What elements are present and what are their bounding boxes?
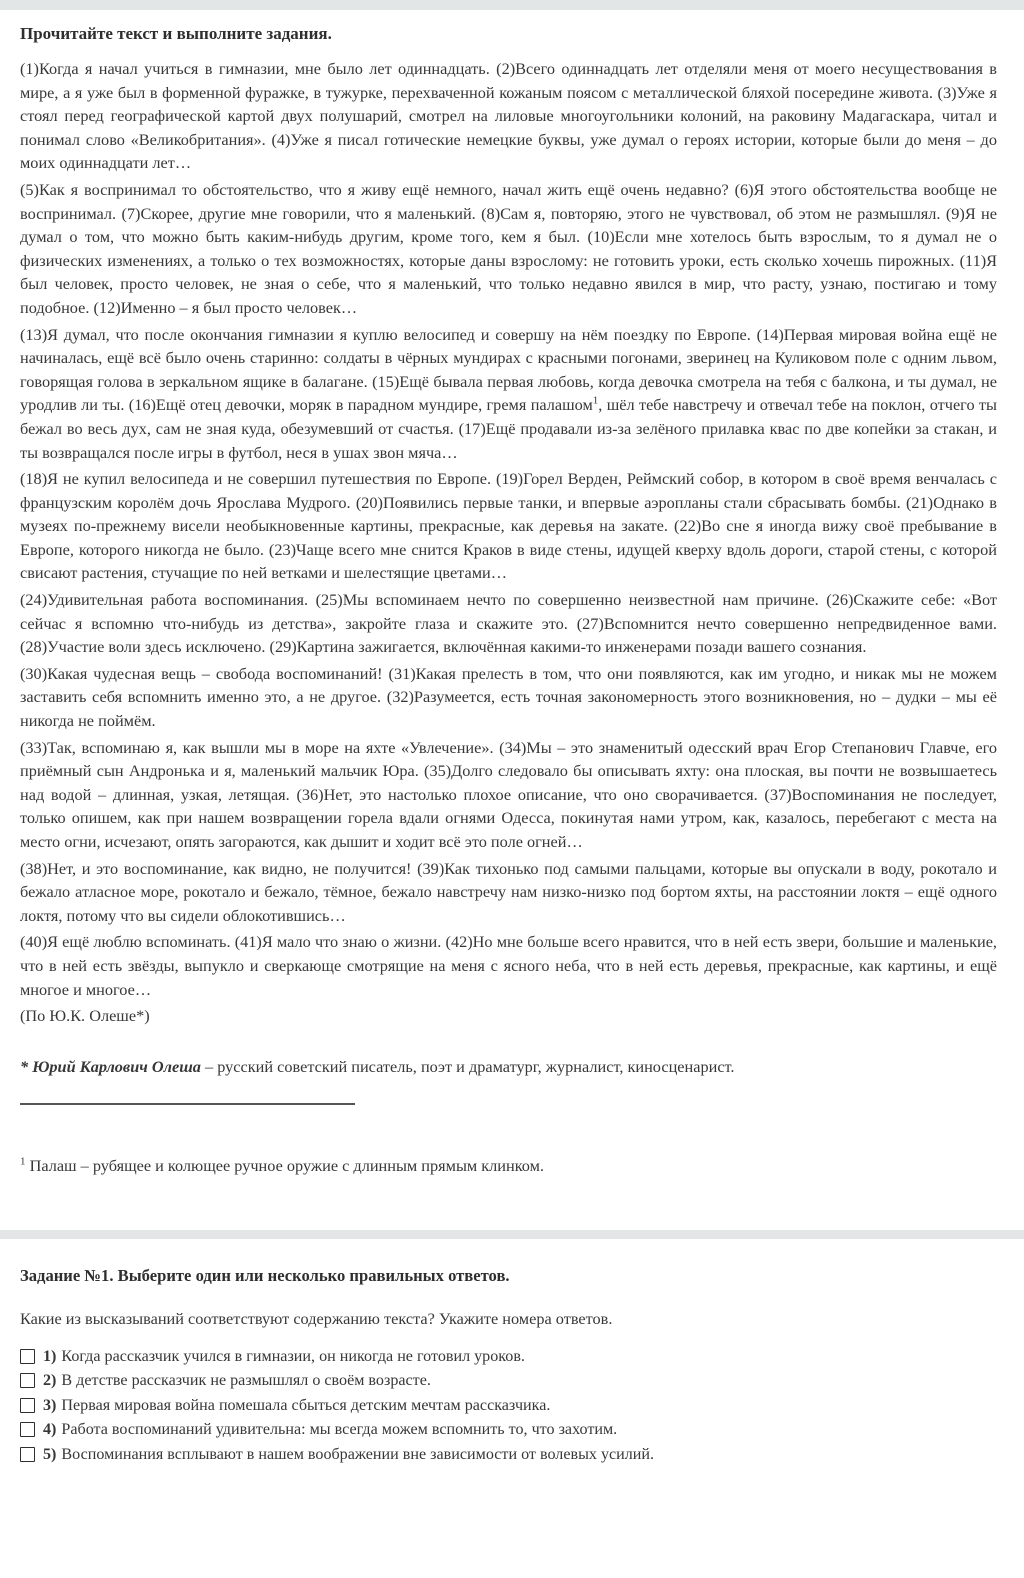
answer-option-1 — [20, 1347, 997, 1367]
option-number: 1) — [43, 1347, 57, 1365]
footnote — [20, 1154, 997, 1177]
task-heading: Задание №1. Выберите один или несколько правильных ответов. — [20, 1265, 510, 1285]
footnote-divider — [20, 1103, 355, 1105]
checkbox-option-3[interactable] — [20, 1398, 35, 1413]
paragraph-segment: (13)Я думал, что после окончания гимназии я куплю велосипед и совершу на нём поездку по Европе. (14)Первая мировая война ещё не начиналась, ещё всё было очень старинно: солдаты в чёрных мундирах с красными погонами, зверинец на Куликовом поле с одним львом, говорящая голова в зеркальном ящике в балагане. (15)Ещё бывала первая любовь, когда девочка смотрела на тебя с балкона, и ты думал, не уродлив ли ты. (16)Ещё отец девочки, моряк в парадном мундире, гремя палашом — [20, 324, 997, 415]
checkbox-option-4[interactable] — [20, 1422, 35, 1437]
author-note — [20, 1055, 997, 1078]
option-label: Первая мировая война помешала сбыться детским мечтам рассказчика. — [61, 1396, 551, 1414]
footnote-text: Палаш – рубящее и колющее ручное оружие с длинным прямым клинком. — [25, 1155, 545, 1175]
option-number: 2) — [43, 1372, 57, 1390]
text-paragraph: (40)Я ещё люблю вспоминать. (41)Я мало что знаю о жизни. (42)Но мне больше всего нравится, что в ней есть звери, большие и маленькие, что в ней есть звёзды, выпукло и сверкающе смотрящие на меня с ясного неба, что в ней есть деревья, прекрасные, как картины, и ещё многое и многое… — [20, 932, 997, 999]
checkbox-option-5[interactable] — [20, 1447, 35, 1462]
text-paragraph: (38)Нет, и это воспоминание, как видно, не получится! (39)Как тихонько под самыми пальцами, которые вы опускали в воду, рокотало и бежало атласное море, рокотало и бежало, тёмное, бежало навстречу нам низко-низко под бортом яхты, на расстоянии локтя – ещё одного локтя, потому что вы сидели облокотившись… — [20, 858, 997, 925]
option-number: 5) — [43, 1445, 57, 1463]
footnote-number: 1 — [20, 1155, 26, 1168]
answer-option-2 — [20, 1371, 997, 1391]
text-attribution: (По Ю.К. Олеше*) — [20, 1006, 150, 1026]
text-paragraph: (24)Удивительная работа воспоминания. (25)Мы вспоминаем нечто по совершенно неизвестной нам причине. (26)Скажите себе: «Вот сейчас я вспомню что-нибудь из детства», закройте глаза и скажите это. (27)Вспомнится нечто совершенно непредвиденное вами. (28)Участие воли здесь исключено. (29)Картина зажигается, включённая какими-то инженерами позади вашего сознания. — [20, 590, 997, 657]
author-note-prefix: * — [20, 1056, 33, 1076]
text-paragraph: (30)Какая чудесная вещь – свобода воспоминаний! (31)Какая прелесть в том, что они появляются, как им угодно, и никак мы не можем заставить себя вспомнить именно это, а не другое. (32)Разумеется, есть точная закономерность этого возникновения, но – дудки – мы её никогда не поймём. — [20, 663, 997, 731]
footnote-reference: 1 — [592, 394, 599, 407]
task-section — [0, 1265, 1024, 1465]
reading-text-section — [0, 23, 1024, 1177]
option-number: 4) — [43, 1421, 57, 1439]
checkbox-option-2[interactable] — [20, 1373, 35, 1388]
author-description: – русский советский писатель, поэт и драматург, журналист, киносценарист. — [200, 1056, 735, 1076]
instruction-heading: Прочитайте текст и выполните задания. — [20, 24, 332, 43]
task-question: Какие из высказываний соответствуют содержанию текста? Укажите номера ответов. — [20, 1308, 613, 1328]
paragraph-segment: , шёл тебе навстречу и отвечал тебе на поклон, отчего ты бежал во весь дух, сам не зная куда, обезумевший от счастья. (17)Ещё продавали из-за зелёного прилавка квас по две копейки за стакан, и ты возвращался после игры в футбол, неся в ушах звон мяча… — [20, 395, 997, 462]
checkbox-option-1[interactable] — [20, 1349, 35, 1364]
answer-options-list — [20, 1347, 997, 1465]
text-paragraph: (18)Я не купил велосипеда и не совершил путешествия по Европе. (19)Горел Верден, Реймский собор, в котором в своё время венчалась с французским королём дочь Ярослава Мудрого. (20)Появились первые танки, и впервые аэропланы стали сбрасывать бомбы. (21)Однако в музеях по-прежнему висели необыкновенные картины, прекрасные, как деревья на закате. (22)Во сне я иногда вижу своё пребывание в Европе, которого никогда не было. (23)Чаще всего мне снится Краков в виде стены, идущей кверху вдоль дороги, старой стены, с которой свисают растения, стучащие по ней ветками и шелестящие цветами… — [20, 469, 997, 583]
option-label: Когда рассказчик учился в гимназии, он никогда не готовил уроков. — [61, 1347, 525, 1365]
answer-option-5 — [20, 1445, 997, 1465]
text-paragraph: (1)Когда я начал учиться в гимназии, мне было лет одиннадцать. (2)Всего одиннадцать лет отделяли меня от моего несуществования в мире, а я уже был в форменной фуражке, в тужурке, перехваченной кожаным поясом с металлической бляхой посередине живота. (3)Уже я стоял перед географической картой двух полушарий, смотрел на лиловые многоугольники колоний, на раковину Мадагаскара, читал и понимал слово «Великобритания». (4)Уже я писал готические немецкие буквы, уже думал о героях истории, которые были до меня – до моих одиннадцати лет… — [20, 59, 997, 173]
text-paragraph — [20, 323, 997, 465]
top-separator-band — [0, 0, 1024, 10]
option-label: Работа воспоминаний удивительна: мы всегда можем вспомнить то, что захотим. — [61, 1421, 618, 1439]
author-name: Юрий Карлович Олеша — [32, 1056, 201, 1076]
answer-option-3 — [20, 1396, 997, 1416]
section-separator-band — [0, 1230, 1024, 1239]
text-paragraph: (33)Так, вспоминаю я, как вышли мы в море на яхте «Увлечение». (34)Мы – это знаменитый одесский врач Егор Степанович Главче, его приёмный сын Андронька и я, маленький мальчик Юра. (35)Долго следовало бы описывать яхту: она плоская, вы почти не возвышаетесь над водой – длинная, узкая, летящая. (36)Нет, это настолько плохое описание, что оно сворачивается. (37)Воспоминания не последует, только опишем, как при нашем возвращении горела вдали огнями Одесса, покинутая нами утром, как, казалось, перебегают с места на место огни, исчезают, опять загораются, как дышит и ходит всё это поле огней… — [20, 737, 997, 851]
option-label: В детстве рассказчик не размышлял о своём возрасте. — [61, 1372, 431, 1390]
reading-text — [20, 57, 997, 1028]
option-label: Воспоминания всплывают в нашем воображении вне зависимости от волевых усилий. — [61, 1445, 655, 1463]
answer-option-4 — [20, 1420, 997, 1440]
option-number: 3) — [43, 1396, 57, 1414]
text-paragraph: (5)Как я воспринимал то обстоятельство, что я живу ещё немного, начал жить ещё очень недавно? (6)Я этого обстоятельства вообще не воспринимал. (7)Скорее, другие мне говорили, что я маленький. (8)Сам я, повторяю, этого не чувствовал, об этом не размышлял. (9)Я не думал о том, что можно быть каким-нибудь другим, кроме того, кем я был. (10)Если мне хотелось быть взрослым, то я думал не о физических изменениях, а только о тех возможностях, которые даны взрослому: не готовить уроки, есть сколько хочешь пирожных. (11)Я был человек, просто человек, не зная о себе, что я маленький, что только недавно явился в мир, что расту, узнаю, постигаю и тому подобное. (12)Именно – я был просто человек… — [20, 179, 997, 317]
